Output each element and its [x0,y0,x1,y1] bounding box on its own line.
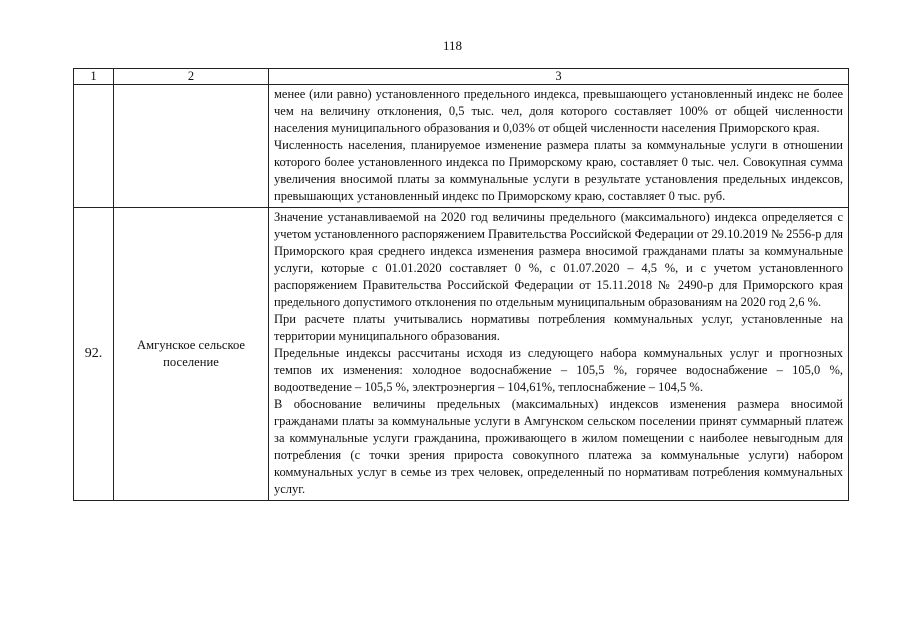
paragraph: Численность населения, планируемое изменение размера платы за коммунальные услуги в отношении которого более установленного индекса по Приморскому краю, составляет 0 тыс. чел. Совокупная сумма увеличения вносимой платы за коммунальные услуги в результате установления предельных индексов, превышающих установленный индекс по Приморскому краю, составляет 0 тыс. руб. [274,138,843,203]
page-number: 118 [442,38,463,53]
table-row [74,208,849,501]
row-number-cell: 92. [74,208,114,501]
column-header-1: 1 [74,69,114,85]
municipality-name-cell: Амгунское сельское поселение [114,208,269,501]
description-cell [269,208,849,501]
paragraph: Предельные индексы рассчитаны исходя из следующего набора коммунальных услуг и прогнозных темпов их изменения: холодное водоснабжение – 105,5 %, горячее водоснабжение – 105,0 %, водоотведение – 105,5 %, электроэнергия – 104,61%, теплоснабжение – 104,5 %. [274,346,843,394]
column-header-3: 3 [269,69,849,85]
description-cell [269,85,849,208]
paragraph: менее (или равно) установленного предельного индекса, превышающего установленный индекс не более чем на величину отклонения, 0,5 тыс. чел, доля которого составляет 100% от общей численности населения муниципального образования и 0,03% от общей численности населения Приморского края. [274,87,843,135]
table-header-row [74,69,849,85]
column-header-2: 2 [114,69,269,85]
municipality-name-cell [114,85,269,208]
paragraph: При расчете платы учитывались нормативы потребления коммунальных услуг, установленные на территории муниципального образования. [274,312,843,343]
regulation-table [73,68,849,501]
paragraph: В обоснование величины предельных (максимальных) индексов изменения размера вносимой гражданами платы за коммунальные услуги в Амгунском сельском поселении принят суммарный платеж за коммунальные услуги гражданина, проживающего в жилом помещении с наиболее невыгодным для потребления (с точки зрения прироста совокупного платежа за коммунальные услуги) набором коммунальных услуг в семье из трех человек, определенный по нормативам потребления коммунальных услуг. [274,397,843,496]
table-row [74,85,849,208]
paragraph: Значение устанавливаемой на 2020 год величины предельного (максимального) индекса определяется с учетом установленного распоряжением Правительства Российской Федерации от 29.10.2019 № 2556-р для Приморского края среднего индекса изменения размера вносимой гражданами платы за коммунальные услуги, которые с 01.01.2020 составляет 0 %, с 01.07.2020 – 4,5 %, и с учетом установленного распоряжением Правительства Российской Федерации от 15.11.2018 № 2490-р для Приморского края предельного допустимого отклонения по отдельным муниципальным образованиям на 2020 год 2,6 %. [274,210,843,309]
row-number-cell [74,85,114,208]
